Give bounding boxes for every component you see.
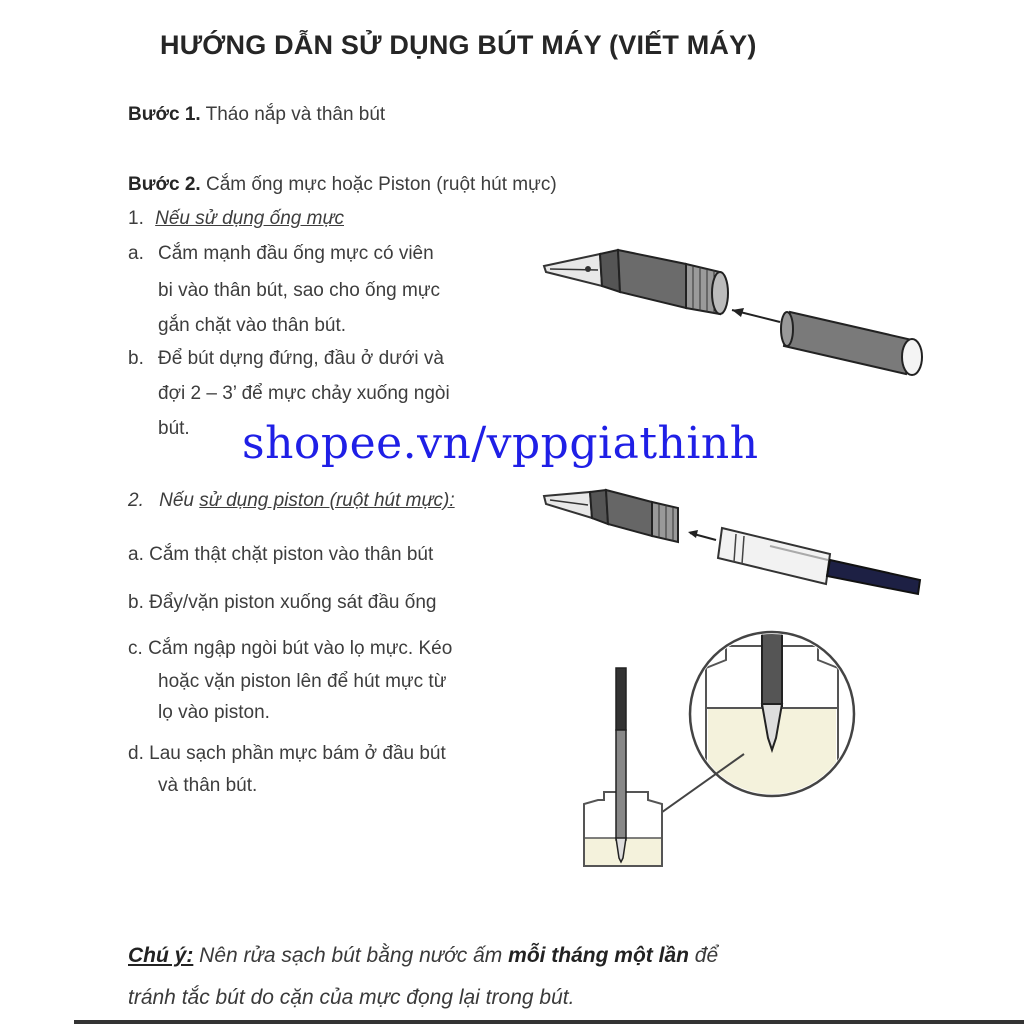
section-1-item-a-line-3: gắn chặt vào thân bút. bbox=[158, 315, 347, 336]
section-2-number: 2. bbox=[128, 490, 144, 511]
note-line-2: tránh tắc bút do cặn của mực đọng lại trong bút. bbox=[128, 986, 575, 1009]
section-2-item-b bbox=[128, 592, 436, 614]
note-bold: mỗi tháng một lần bbox=[508, 944, 689, 967]
note-text-1: Nên rửa sạch bút bằng nước ấm bbox=[193, 944, 509, 967]
shop-watermark: shopee.vn/vppgiathinh bbox=[242, 418, 759, 469]
section-1-item-b-letter: b. bbox=[128, 348, 144, 369]
section-2-item-d bbox=[128, 743, 446, 765]
section-2-item-a bbox=[128, 544, 433, 566]
section-1-heading bbox=[128, 208, 344, 230]
section-2-lead: Nếu bbox=[159, 490, 194, 511]
section-1-number: 1. bbox=[128, 208, 144, 229]
note-line-1 bbox=[128, 944, 718, 968]
page-title: HƯỚNG DẪN SỬ DỤNG BÚT MÁY (VIẾT MÁY) bbox=[160, 30, 757, 60]
note-text-2: để bbox=[688, 944, 719, 967]
section-2-title: sử dụng piston (ruột hút mực): bbox=[199, 490, 455, 511]
section-1-item-b-line-2: đợi 2 – 3’ để mực chảy xuống ngòi bbox=[158, 383, 450, 404]
step-1 bbox=[128, 104, 385, 126]
section-1-item-a-line-1: Cắm mạnh đầu ống mực có viên bbox=[158, 243, 434, 264]
note-label: Chú ý: bbox=[128, 944, 194, 967]
section-2-item-c-line-1: Cắm ngập ngòi bút vào lọ mực. Kéo bbox=[148, 638, 453, 659]
step-2-label: Bước 2. bbox=[128, 174, 201, 195]
section-1-item-b-line-1: Để bút dựng đứng, đầu ở dưới và bbox=[158, 348, 444, 369]
section-2-item-c-line-2: hoặc vặn piston lên để hút mực từ bbox=[158, 671, 447, 692]
section-2-item-d-letter: d. bbox=[128, 743, 144, 764]
section-1-item-a-letter: a. bbox=[128, 243, 144, 264]
step-1-label: Bước 1. bbox=[128, 104, 201, 125]
section-2-item-b-line-1: Đẩy/vặn piston xuống sát đầu ống bbox=[149, 592, 437, 613]
cartridge-illustration bbox=[540, 240, 940, 380]
bottom-divider bbox=[74, 1020, 1024, 1024]
ink-bottle-illustration bbox=[576, 626, 866, 870]
piston-illustration bbox=[540, 484, 930, 604]
section-2-item-d-line-1: Lau sạch phần mực bám ở đầu bút bbox=[149, 743, 446, 764]
section-2-item-c bbox=[128, 638, 452, 660]
section-2-item-a-line-1: Cắm thật chặt piston vào thân bút bbox=[149, 544, 434, 565]
section-1-item-b-line-3: bút. bbox=[158, 418, 190, 439]
step-2-text: Cắm ống mực hoặc Piston (ruột hút mực) bbox=[205, 174, 557, 195]
section-1-item-a-line-2: bi vào thân bút, sao cho ống mực bbox=[158, 280, 441, 301]
section-1-title: Nếu sử dụng ống mực bbox=[155, 208, 344, 229]
section-2-item-d-line-2: và thân bút. bbox=[158, 775, 258, 796]
section-2-heading bbox=[128, 490, 455, 512]
step-1-text: Tháo nắp và thân bút bbox=[205, 104, 386, 125]
section-2-item-b-letter: b. bbox=[128, 592, 144, 613]
section-2-item-c-line-3: lọ vào piston. bbox=[158, 702, 270, 723]
section-2-item-c-letter: c. bbox=[128, 638, 143, 659]
section-2-item-a-letter: a. bbox=[128, 544, 144, 565]
step-2 bbox=[128, 174, 557, 196]
